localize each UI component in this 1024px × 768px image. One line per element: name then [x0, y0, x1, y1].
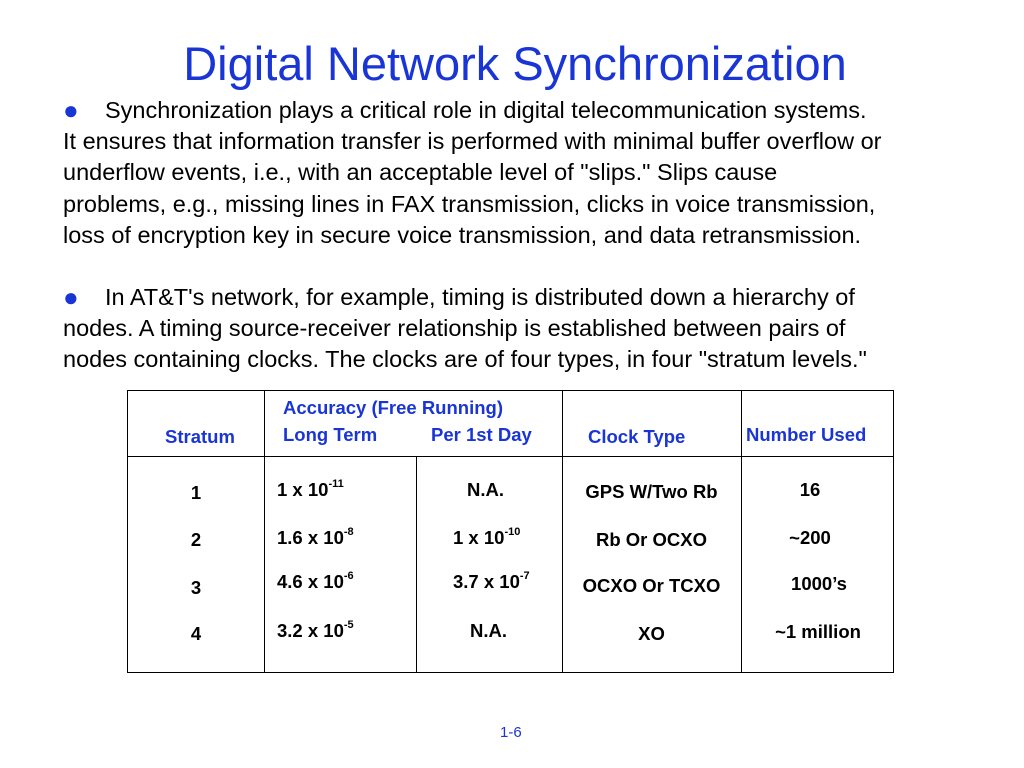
table-column-divider [741, 390, 742, 673]
paragraph-line: It ensures that information transfer is performed with minimal buffer overflow or [63, 127, 882, 154]
table-header-divider [127, 456, 894, 457]
bullet-icon: ● [63, 95, 79, 125]
header-number-used: Number Used [746, 424, 867, 445]
slide-title: Digital Network Synchronization [183, 37, 847, 90]
cell-number-used: 1000’s [791, 573, 847, 594]
header-stratum: Stratum [165, 426, 235, 447]
cell-per-day: N.A. [467, 479, 504, 500]
cell-long-term: 1.6 x $10^{-8}$ [277, 525, 354, 548]
paragraph-line: ● Synchronization plays a critical role in digital telecommunication systems. [63, 95, 867, 125]
header-long-term: Long Term [283, 424, 378, 445]
header-clock-type: Clock Type [588, 426, 686, 447]
cell-long-term: 1 x $10^{-11}$ [277, 477, 344, 500]
paragraph-synchronization [63, 94, 1013, 252]
cell-per-day: N.A. [470, 620, 507, 641]
cell-clock-type: OCXO Or TCXO [582, 575, 721, 596]
cell-clock-type: GPS W/Two Rb [585, 481, 718, 502]
page-number: 1-6 [500, 724, 522, 741]
cell-stratum: 3 [190, 577, 202, 598]
cell-clock-type: Rb Or OCXO [595, 529, 707, 550]
cell-stratum: 2 [190, 529, 202, 550]
bullet-icon: ● [63, 282, 79, 312]
cell-number-used: ~200 [789, 527, 831, 548]
paragraph-line: problems, e.g., missing lines in FAX transmission, clicks in voice transmission, [63, 190, 876, 217]
cell-long-term: 4.6 x $10^{-6}$ [277, 569, 354, 592]
paragraph-line: underflow events, i.e., with an acceptable level of "slips." Slips cause [63, 159, 778, 185]
paragraph-line: nodes containing clocks. The clocks are of four types, in four "stratum levels." [63, 346, 867, 372]
header-per-1st-day: Per 1st Day [431, 424, 532, 445]
cell-per-day: 1 x $10^{-10}$ [453, 525, 521, 548]
cell-stratum: 1 [190, 482, 202, 503]
cell-clock-type: XO [638, 623, 665, 644]
table-column-divider [416, 456, 417, 673]
header-accuracy: Accuracy (Free Running) [283, 397, 503, 418]
table-column-divider [264, 390, 265, 673]
cell-number-used: ~1 million [775, 621, 861, 642]
paragraph-line: nodes. A timing source-receiver relationship is established between pairs of [63, 314, 846, 341]
cell-number-used: 16 [799, 479, 821, 500]
cell-per-day: 3.7 x $10^{-7}$ [453, 569, 530, 592]
cell-stratum: 4 [190, 623, 202, 644]
cell-long-term: 3.2 x $10^{-5}$ [277, 618, 354, 641]
paragraph-line: ● In AT&T's network, for example, timing is distributed down a hierarchy of [63, 282, 855, 312]
paragraph-line: loss of encryption key in secure voice transmission, and data retransmission. [63, 222, 862, 248]
paragraph-att-network [63, 281, 1013, 376]
